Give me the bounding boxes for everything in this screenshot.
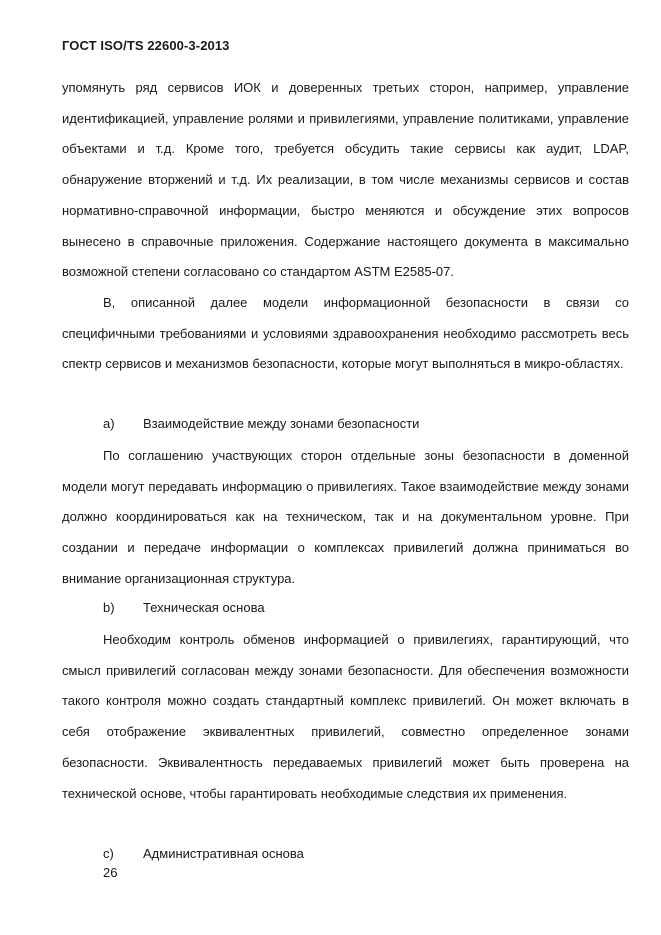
list-marker-c: c) [103, 846, 114, 861]
list-text-b: Техническая основа [143, 600, 265, 615]
page-number: 26 [103, 865, 118, 880]
document-header: ГОСТ ISO/TS 22600-3-2013 [62, 38, 230, 53]
list-text-c: Административная основа [143, 846, 304, 861]
list-item-b [103, 599, 265, 617]
list-item-a [103, 415, 419, 433]
paragraph-zone-interaction: По соглашению участвующих сторон отдельные зоны безопасности в доменной модели могут передавать информацию о привилегиях. Такое взаимодействие между зонами должно координироваться как на техническом, так и на документальном уровне. При создании и передаче информации о комплексах привилегий должна приниматься во внимание организационная структура. [62, 448, 629, 586]
paragraph-services: упомянуть ряд сервисов ИОК и доверенных третьих сторон, например, управление идентификацией, управление ролями и привилегиями, управление политиками, управление объектами и т.д. Кроме того, требуется обсудить такие сервисы как аудит, LDAP, обнаружение вторжений и т.д. Их реализации, в том числе механизмы сервисов и состав нормативно-справочной информации, быстро меняются и обсуждение этих вопросов вынесено в справочные приложения. Содержание настоящего документа в максимально возможной степени согласовано со стандартом ASTM E2585-07. [62, 80, 629, 280]
list-text-a: Взаимодействие между зонами безопасности [143, 416, 420, 431]
list-marker-b: b) [103, 600, 115, 615]
list-item-c [103, 845, 304, 863]
paragraph-security-model: В, описанной далее модели информационной безопасности в связи со специфичными требованиями и условиями здравоохранения необходимо рассмотреть весь спектр сервисов и механизмов безопасности, которые могут выполняться в микро-областях. [62, 295, 629, 372]
list-marker-a: a) [103, 416, 115, 431]
paragraph-technical-basis: Необходим контроль обменов информацией о привилегиях, гарантирующий, что смысл привилегий согласован между зонами безопасности. Для обеспечения возможности такого контроля можно создать стандартный комплекс привилегий. Он может включать в себя отображение эквивалентных привилегий, совместно определенное зонами безопасности. Эквивалентность передаваемых привилегий может быть проверена на технической основе, чтобы гарантировать необходимые следствия их применения. [62, 632, 629, 801]
